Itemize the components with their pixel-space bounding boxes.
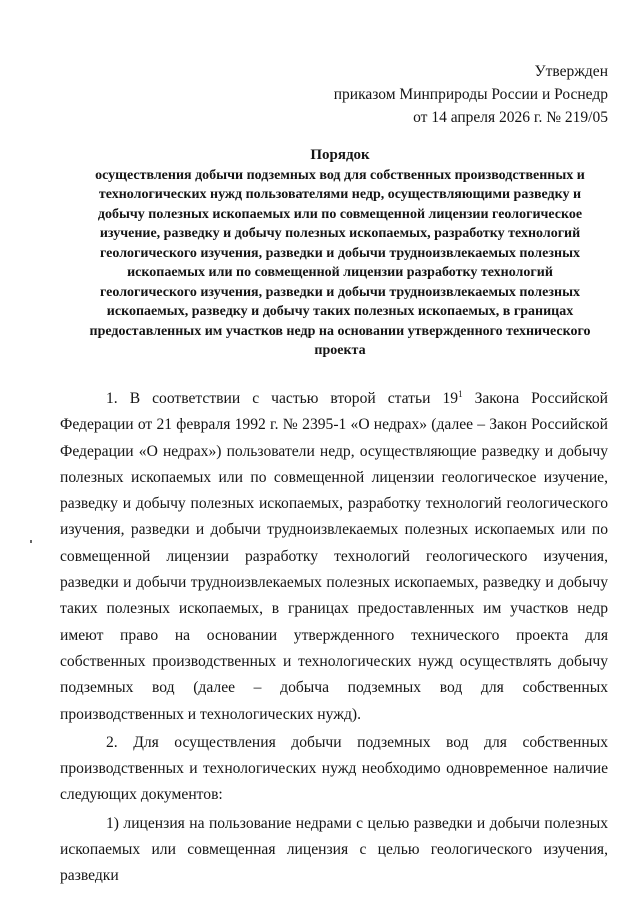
document-title — [60, 146, 620, 361]
document-body — [60, 386, 608, 890]
approval-date: от 14 апреля 2026 г. № 219/05 — [413, 109, 608, 126]
title-heading: Порядок — [310, 147, 370, 163]
approval-order: приказом Минприроды России и Роснедр — [333, 86, 608, 103]
paragraph-1-rest: Закона Российской Федерации от 21 февраля 1992 г. № 2395-1 «О недрах» (далее – Закон Российской Федерации «О недрах») пользователи недр, осуществляющие разведку и добычу полезных ископаемых или по совмещенной лицензии геологическое изучение, разведку и добычу полезных ископаемых, разработку технологий геологического изучения, разведки и добычи трудноизвлекаемых полезных ископаемых или по совмещенной лицензии разработку технологий геологического изучения, разведки и добычи трудноизвлекаемых полезных ископаемых, разведку и добычу таких полезных ископаемых, в границах предоставленных им участков недр имеют право на основании утвержденного технического проекта для собственных производственных и технологических нужд осуществлять добычу подземных вод (далее – добыча подземных вод для собственных производственных и технологических нужд). — [60, 390, 609, 723]
paragraph-2: 2. Для осуществления добычи подземных вод для собственных производственных и технологических нужд необходимо одновременное наличие следующих документов: — [60, 733, 608, 804]
title-line: геологического изучения, разведки и добычи трудноизвлекаемых полезных — [100, 245, 580, 261]
title-line: технологических нужд пользователями недр, осуществляющими разведку и — [98, 187, 582, 202]
title-line: ископаемых или по совмещенной лицензии разработку технологий — [127, 265, 553, 280]
scan-speck — [30, 540, 32, 543]
article-superscript: 1 — [458, 388, 463, 399]
title-line: добычу полезных ископаемых или по совмещенной лицензии геологическое — [97, 206, 583, 222]
paragraph-1 — [60, 386, 608, 728]
title-line: осуществления добычи подземных вод для собственных производственных и — [95, 167, 585, 183]
paragraph-3: 1) лицензия на пользование недрами с целью разведки и добычи полезных ископаемых или совмещенная лицензия с целью геологического изучения, разведки — [60, 814, 608, 885]
title-line: изучение, разведку и добычу полезных ископаемых, разработку технологий — [99, 226, 581, 241]
title-line: геологического изучения, разведки и добычи трудноизвлекаемых полезных — [100, 284, 580, 300]
approval-stamp — [334, 60, 608, 129]
approval-label: Утвержден — [534, 63, 608, 80]
paragraph-1-start: 1. В соответствии с частью второй статьи 19 — [106, 390, 459, 407]
title-line: предоставленных им участков недр на основании утвержденного технического — [89, 323, 591, 339]
title-line: ископаемых, разведку и добычу таких полезных ископаемых, в границах — [106, 304, 574, 319]
title-line: проекта — [314, 343, 366, 358]
